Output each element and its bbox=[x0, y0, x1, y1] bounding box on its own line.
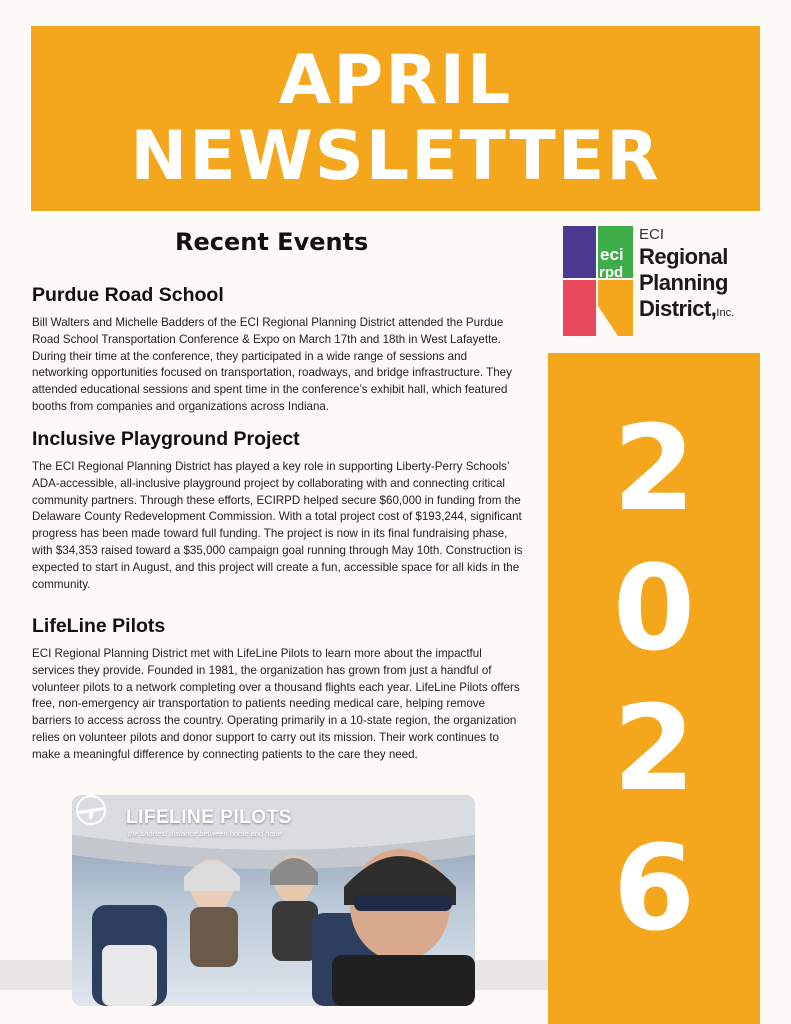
svg-text:eci: eci bbox=[600, 245, 624, 264]
banner-month: APRIL bbox=[278, 40, 513, 120]
photo-tagline: the shortest distance between home and hope bbox=[128, 829, 282, 838]
logo-district-text: District, bbox=[639, 296, 717, 321]
newsletter-banner bbox=[31, 26, 760, 211]
year-digit: 2 bbox=[612, 399, 696, 537]
article-title: Purdue Road School bbox=[32, 284, 224, 306]
article-body: Bill Walters and Michelle Badders of the ECI Regional Planning District attended the Purdue Road School Transportation Conference & Expo on March 17th and 18th in West Lafayette. During their time at the conference, they participated in a wide range of sessions and networking opportunities focused on transportation, roadways, and bridge infrastructure. They attended educational sessions and spent time in the conference’s exhibit hall, which featured booths from companies and organizations across Indiana. bbox=[32, 316, 512, 413]
year-digit: 6 bbox=[612, 819, 696, 957]
logo-word-regional: Regional bbox=[639, 244, 728, 269]
svg-text:rpd: rpd bbox=[599, 264, 624, 281]
photo-brand-text: LIFELINE PILOTS bbox=[126, 807, 292, 828]
eci-rpd-logo bbox=[563, 226, 763, 338]
article-body: ECI Regional Planning District met with LifeLine Pilots to learn more about the impactful services they provide. Founded in 1981, the organization has grown from just a handful of volunteer pilots to a network completing over a thousand flights each year. LifeLine Pilots offers free, non-emergency air transportation to patients needing medical care, helping remove barriers to access across the country. Operating primarily in a 10-state region, the organization relies on volunteer pilots and donor support to carry out its mission. Their work continues to make a meaningful difference by connecting patients to the care they need. bbox=[32, 647, 520, 761]
article-lifeline-pilots bbox=[32, 615, 526, 764]
article-purdue-road-school bbox=[32, 284, 526, 416]
logo-eci-text: ECI bbox=[639, 226, 665, 243]
logo-word-planning: Planning bbox=[639, 270, 728, 295]
section-title: Recent Events bbox=[175, 228, 369, 256]
eci-rpd-logo-mark bbox=[563, 226, 633, 336]
year-digit: 0 bbox=[612, 539, 696, 677]
article-title: Inclusive Playground Project bbox=[32, 428, 300, 450]
article-title: LifeLine Pilots bbox=[32, 615, 166, 637]
article-inclusive-playground bbox=[32, 428, 526, 593]
lifeline-pilots-photo bbox=[72, 795, 475, 1006]
year-bar bbox=[548, 353, 760, 1024]
article-body: The ECI Regional Planning District has played a key role in supporting Liberty-Perry Schools’ ADA-accessible, all-inclusive playground project by collaborating with and connecting critical community partners. Through these efforts, ECIRPD helped secure $60,000 in funding from the Delaware County Redevelopment Commission. With a total project cost of $193,244, significant progress has been made toward full funding. The project is now in its final fundraising phase, with $34,353 raised toward a $35,000 campaign goal running through May 10th. Construction is expected to start in August, and this project will create a fun, accessible space for all kids in the community. bbox=[32, 460, 523, 591]
plane-logo-icon bbox=[72, 795, 110, 825]
logo-word-district bbox=[639, 296, 734, 322]
year-digit: 2 bbox=[612, 679, 696, 817]
banner-title: NEWSLETTER bbox=[130, 116, 661, 196]
logo-inc-text: Inc. bbox=[716, 307, 735, 319]
